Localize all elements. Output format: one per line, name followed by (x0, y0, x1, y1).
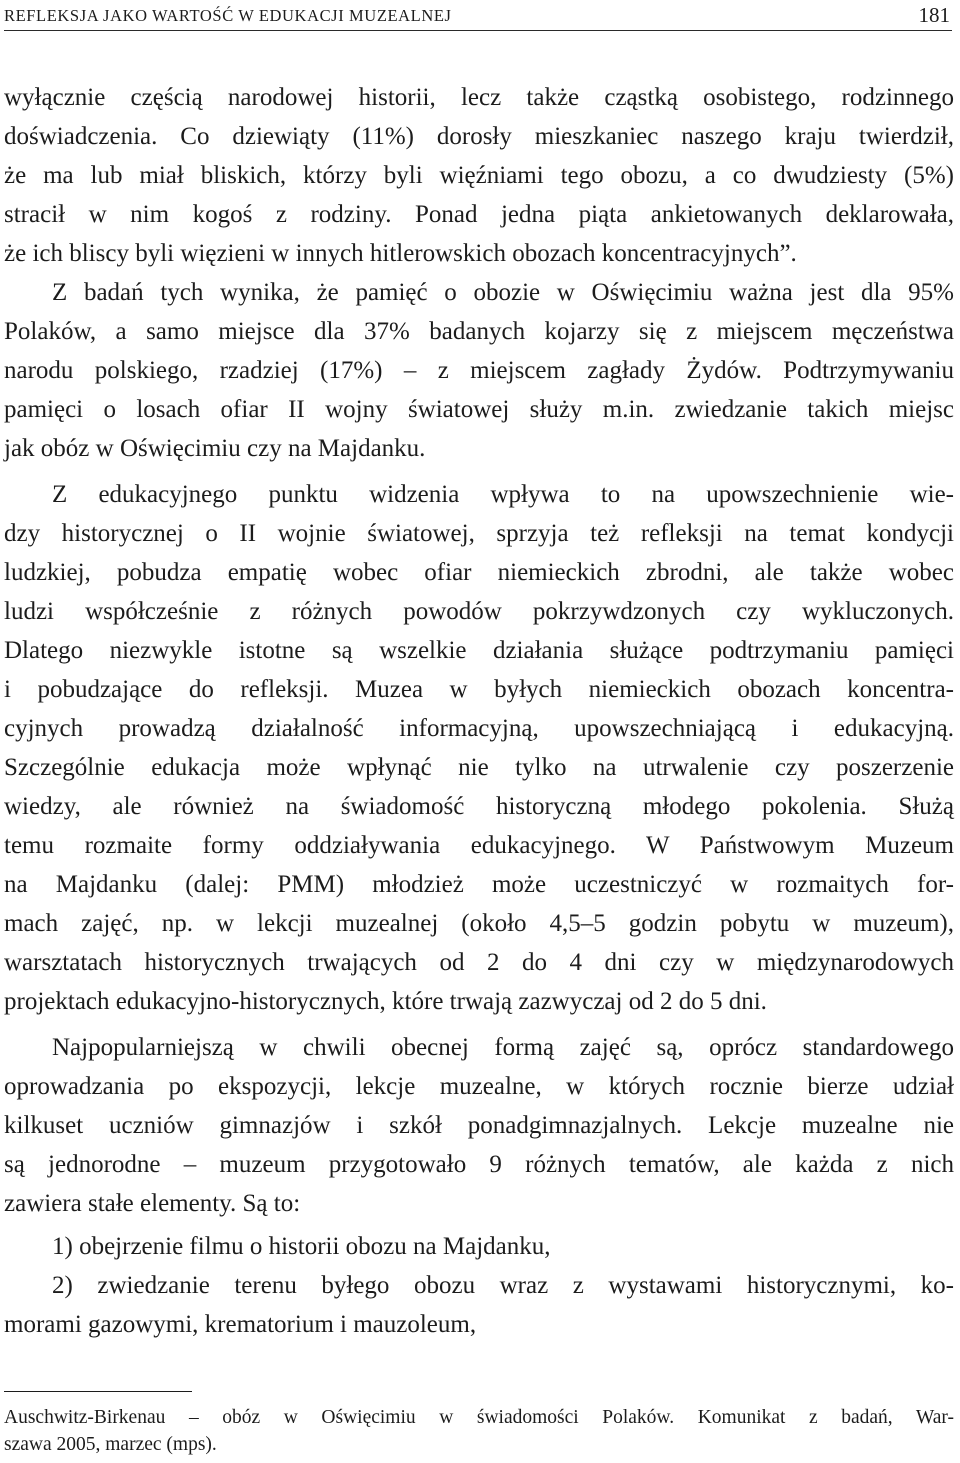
text-line: że ich bliscy byli więzieni w innych hitlerowskich obozach koncentracyjnych”. (4, 240, 797, 267)
text-line: warsztatach historycznych trwających od 2 do 4 dni czy w międzynarodowych (4, 949, 954, 976)
page-number: 181 (918, 3, 950, 27)
footnote-divider (4, 1391, 192, 1392)
text-line: ludzi współcześnie z różnych powodów pokrzywdzonych czy wykluczonych. (4, 598, 954, 625)
text-line: Polaków, a samo miejsce dla 37% badanych kojarzy się z miejscem męczeństwa (4, 318, 954, 345)
running-title: REFLEKSJA JAKO WARTOŚĆ W EDUKACJI MUZEALNEJ (4, 6, 452, 25)
text-line: pamięci o losach ofiar II wojny światowej służy m.in. zwiedzanie takich miejsc (4, 396, 954, 423)
text-line: na Majdanku (dalej: PMM) młodzież może uczestniczyć w rozmaitych for- (4, 871, 954, 898)
text-line: Najpopularniejszą w chwili obecnej formą zajęć są, oprócz standardowego (52, 1034, 954, 1061)
text-line: Szczególnie edukacja może wpłynąć nie tylko na utrwalenie czy poszerzenie (4, 754, 954, 781)
text-line: stracił w nim kogoś z rodziny. Ponad jedna piąta ankietowanych deklarowała, (4, 201, 954, 228)
text-line: narodu polskiego, rzadziej (17%) – z miejscem zagłady Żydów. Podtrzymywaniu (4, 357, 954, 384)
text-line: Dlatego niezwykle istotne są wszelkie działania służące podtrzymaniu pamięci (4, 637, 954, 664)
text-line: cyjnych prowadzą działalność informacyjną, upowszechniającą i edukacyjną. (4, 715, 954, 742)
text-line: i pobudzające do refleksji. Muzea w byłych niemieckich obozach koncentra- (4, 676, 954, 703)
footnote-line: szawa 2005, marzec (mps). (4, 1434, 217, 1455)
text-line: mach zajęć, np. w lekcji muzealnej (około 4,5–5 godzin pobytu w muzeum), (4, 910, 954, 937)
text-line: Z edukacyjnego punktu widzenia wpływa to na upowszechnienie wie- (52, 481, 954, 508)
list-item: 2) zwiedzanie terenu byłego obozu wraz z wystawami historycznymi, ko- (52, 1272, 954, 1299)
text-line: doświadczenia. Co dziewiąty (11%) dorosły mieszkaniec naszego kraju twierdził, (4, 123, 954, 150)
text-line: ludzkiej, pobudza empatię wobec ofiar niemieckich zbrodni, ale także wobec (4, 559, 954, 586)
text-line: morami gazowymi, krematorium i mauzoleum, (4, 1311, 477, 1338)
text-line: wyłącznie częścią narodowej historii, lecz także cząstką osobistego, rodzinnego (4, 84, 954, 111)
text-line: Z badań tych wynika, że pamięć o obozie w Oświęcimiu ważna jest dla 95% (52, 279, 954, 306)
text-line: zawiera stałe elementy. Są to: (4, 1190, 301, 1217)
list-item: 1) obejrzenie filmu o historii obozu na Majdanku, (52, 1233, 551, 1260)
text-line: projektach edukacyjno-historycznych, które trwają zazwyczaj od 2 do 5 dni. (4, 988, 767, 1015)
text-line: są jednorodne – muzeum przygotowało 9 różnych tematów, ale każda z nich (4, 1151, 954, 1178)
text-line: dzy historycznej o II wojnie światowej, sprzyja też refleksji na temat kondycji (4, 520, 954, 547)
text-line: kilkuset uczniów gimnazjów i szkół ponadgimnazjalnych. Lekcje muzealne nie (4, 1112, 954, 1139)
text-line: jak obóz w Oświęcimiu czy na Majdanku. (4, 435, 426, 462)
text-line: oprowadzania po ekspozycji, lekcje muzealne, w których rocznie bierze udział (4, 1073, 954, 1100)
footnote-line: Auschwitz-Birkenau – obóz w Oświęcimiu w świadomości Polaków. Komunikat z badań, War- (4, 1407, 954, 1428)
text-line: temu rozmaite formy oddziaływania edukacyjnego. W Państwowym Muzeum (4, 832, 954, 859)
text-line: wiedzy, ale również na świadomość historyczną młodego pokolenia. Służą (4, 793, 954, 820)
text-line: że ma lub miał bliskich, którzy byli więźniami tego obozu, a co dwudziesty (5%) (4, 162, 954, 189)
running-header (4, 0, 952, 31)
